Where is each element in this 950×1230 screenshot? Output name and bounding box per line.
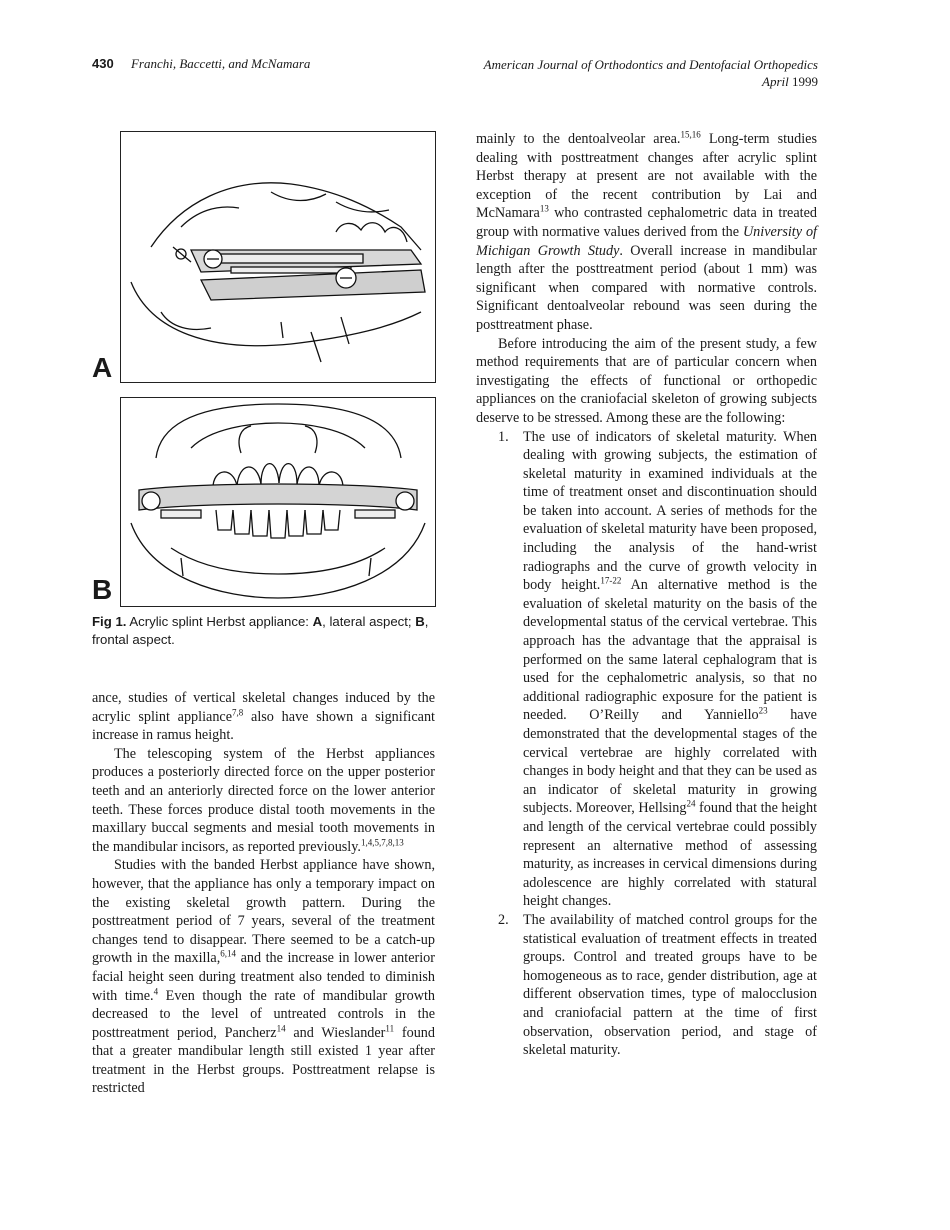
figure-label-b: B — [92, 574, 113, 605]
citation: 6,14 — [220, 948, 237, 959]
paragraph — [92, 689, 435, 745]
issue-year: 1999 — [792, 74, 818, 89]
paragraph — [476, 130, 817, 335]
requirements-list — [476, 428, 817, 1060]
text-run: Even though the rate of mandibular growth decreased to the level of untreated controls in the posttreatment period, Pancherz — [92, 987, 435, 1041]
issue-month: April — [762, 74, 789, 89]
text-run: ance, studies of vertical skeletal changes induced by the acrylic splint appliance — [92, 690, 435, 725]
left-column-text — [92, 689, 435, 1098]
text-run: The telescoping system of the Herbst appliances produces a posteriorly directed force on the upper posterior teeth and an anteriorly directed force on the lower anterior teeth. These forces produce distal tooth movements in the maxillary buccal segments and mesial tooth movements in the mandibular incisors, as reported previously. — [92, 745, 435, 855]
figure-caption — [92, 613, 437, 649]
text-run: found that a greater mandibular length still existed 1 year after treatment in the Herbst groups. Posttreatment relapse is restricted — [92, 1024, 435, 1097]
caption-label-a: A — [312, 614, 323, 629]
citation: 24 — [686, 798, 696, 809]
list-item — [476, 428, 817, 911]
citation: 23 — [758, 705, 768, 716]
text-run: The availability of matched control groups for the statistical evaluation of treatment effects in treated groups. Control and treated groups have to be homogeneous as to race, gender distribution, age at different observation times, type of malocclusion and craniofacial pattern at the time of first observation, observation period, and stage of skeletal maturity. — [523, 911, 817, 1059]
caption-text: Acrylic splint Herbst appliance: — [129, 614, 309, 629]
italic-text: University of Michigan Growth Study — [476, 223, 817, 259]
text-run: and the increase in lower anterior facial height seen during treatment also tended to diminish with time. — [92, 950, 435, 1004]
paragraph — [92, 745, 435, 857]
paragraph: Before introducing the aim of the present study, a few method requirements that are of particular concern when investigating the effects of functional or orthopedic appliances on the craniofacial skeleton of growing subjects deserve to be stressed. Among these are the following: — [476, 335, 817, 426]
figure-lateral-aspect — [120, 131, 436, 383]
text-run: . Overall increase in mandibular length after the posttreatment period (about 1 mm) was significant when compared with normative controls. Significant dentoalveolar rebound was seen during the posttreatment phase. — [476, 242, 817, 333]
citation: 11 — [385, 1022, 395, 1033]
frontal-appliance-drawing — [121, 398, 435, 606]
text-run: Long-term studies dealing with posttreatment changes after acrylic splint Herbst therapy at present are not available with the exception of the recent contribution by Lai and McNamara — [476, 131, 817, 222]
citation: 7,8 — [232, 706, 244, 717]
list-number: 1. — [498, 428, 509, 445]
list-number: 2. — [498, 911, 509, 928]
citation: 13 — [539, 203, 549, 214]
citation: 15,16 — [680, 129, 701, 140]
caption-figure-number: Fig 1. — [92, 614, 127, 629]
text-run: also have shown a significant increase in ramus height. — [92, 708, 436, 744]
running-header-right — [484, 56, 818, 90]
right-column-text — [476, 130, 817, 1060]
page-number: 430 — [92, 56, 114, 71]
running-header-left — [92, 56, 310, 72]
text-run: who contrasted cephalometric data in treated group with normative values derived from the — [476, 205, 817, 240]
list-item — [476, 911, 817, 1060]
text-run: An alternative method is the evaluation of skeletal maturity on the basis of the developmental status of the cervical vertebrae. This approach has the advantage that the appraisal is performed on the same lateral cephalogram that is used for the cephalometric analysis, so that no additional radiographic exposure for the patient is needed. O’Reilly and Yanniello — [523, 577, 817, 724]
lateral-appliance-drawing — [121, 132, 435, 382]
paragraph — [92, 856, 435, 1098]
caption-label-b: B — [415, 614, 425, 629]
text-run: and Wieslander — [285, 1024, 386, 1041]
text-run: found that the height and length of the cervical vertebrae could possibly represent an alternative method of assessing maturity, as increases in cervical dimensions during adolescence are highly correlated with statural height changes. — [523, 800, 818, 910]
citation: 1,4,5,7,8,13 — [360, 837, 404, 848]
author-line: Franchi, Baccetti, and McNamara — [130, 56, 311, 71]
text-run: The use of indicators of skeletal maturity. When dealing with growing subjects, the estimation of skeletal maturity in examined individuals at the time of treatment onset and discontinuation should be taken into account. A series of methods for the evaluation of skeletal maturity have been proposed, including the analysis of the hand-wrist radiographs and the curve of growth velocity in body height. — [523, 428, 817, 594]
citation: 4 — [153, 985, 159, 996]
figure-frontal-aspect — [120, 397, 436, 607]
figure-label-a: A — [92, 352, 113, 383]
citation: 17-22 — [600, 575, 622, 586]
caption-text-b: , frontal aspect. — [92, 614, 429, 647]
text-run: mainly to the dentoalveolar area. — [476, 131, 681, 147]
citation: 14 — [276, 1022, 286, 1033]
journal-title: American Journal of Orthodontics and Dentofacial Orthopedics — [483, 57, 818, 72]
text-run: Studies with the banded Herbst appliance have shown, however, that the appliance has only a temporary impact on the existing skeletal growth pattern. During the posttreatment period of 7 years, several of the treatment changes tend to disappear. There seemed to be a catch-up growth in the maxilla, — [92, 857, 435, 967]
issue-date — [484, 73, 818, 90]
caption-text-a: , lateral aspect; — [322, 614, 412, 629]
text-run: have demonstrated that the developmental stages of the cervical vertebrae are highly correlated with changes in body height and that they can be used as an indicator of skeletal maturity in growing subjects. Moreover, Hellsing — [523, 707, 817, 817]
